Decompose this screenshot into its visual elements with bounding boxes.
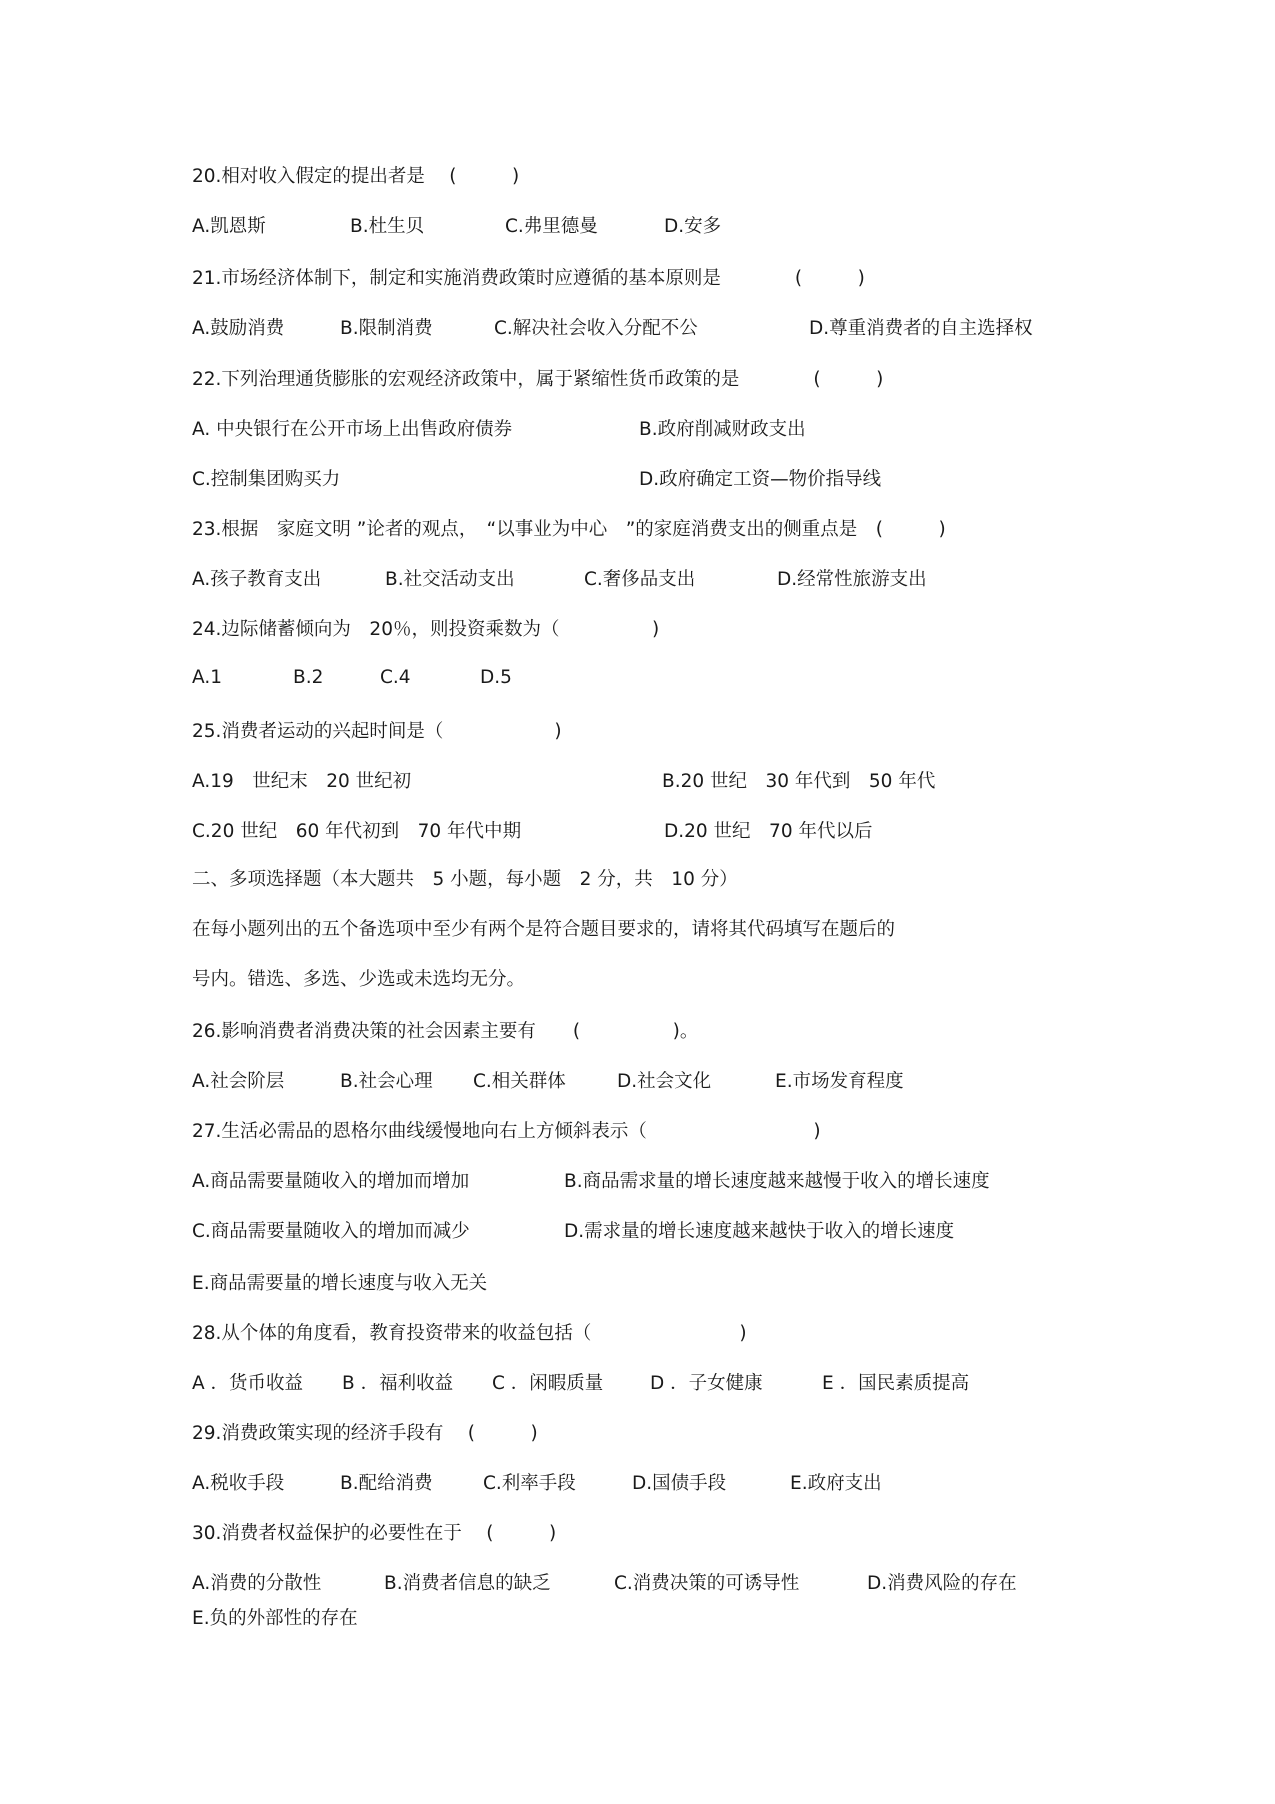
option-b: B.社交活动支出 (385, 569, 515, 590)
option-d: D.政府确定工资—物价指导线 (639, 469, 882, 490)
option-d: D.20 世纪 70 年代以后 (664, 821, 873, 842)
question-21-stem: 21.市场经济体制下，制定和实施消费政策时应遵循的基本原则是 ( ) (192, 268, 865, 289)
option-c: C.相关群体 (473, 1071, 566, 1092)
option-a: A.19 世纪末 20 世纪初 (192, 771, 412, 792)
option-c: C.20 世纪 60 年代初到 70 年代中期 (192, 821, 522, 842)
option-a: A ．货币收益 (192, 1373, 304, 1394)
option-a: A.1 (192, 667, 222, 688)
question-26-stem: 26.影响消费者消费决策的社会因素主要有 ( )。 (192, 1021, 699, 1042)
option-b: B.社会心理 (340, 1071, 433, 1092)
option-b: B.消费者信息的缺乏 (384, 1573, 551, 1594)
question-24-stem: 24.边际储蓄倾向为 20％，则投资乘数为（ ) (192, 619, 660, 640)
option-a: A.鼓励消费 (192, 318, 285, 339)
option-b: B.杜生贝 (350, 216, 425, 237)
option-e: E.政府支出 (790, 1473, 882, 1494)
option-a: A.孩子教育支出 (192, 569, 322, 590)
question-28-stem: 28.从个体的角度看，教育投资带来的收益包括（ ) (192, 1323, 747, 1344)
section-2-instruction-line1: 在每小题列出的五个备选项中至少有两个是符合题目要求的，请将其代码填写在题后的 (192, 919, 896, 940)
option-b: B.2 (293, 667, 324, 688)
section-2-title: 二、多项选择题（本大题共 5 小题，每小题 2 分，共 10 分） (192, 869, 738, 890)
option-d: D.需求量的增长速度越来越快于收入的增长速度 (564, 1221, 955, 1242)
question-30-stem: 30.消费者权益保护的必要性在于 ( ) (192, 1523, 557, 1544)
option-d: D.安多 (664, 216, 722, 237)
option-a: A.凯恩斯 (192, 216, 266, 237)
option-e: E.负的外部性的存在 (192, 1608, 358, 1629)
option-a: A.商品需要量随收入的增加而增加 (192, 1171, 470, 1192)
question-27-stem: 27.生活必需品的恩格尔曲线缓慢地向右上方倾斜表示（ ) (192, 1121, 821, 1142)
section-2-instruction-line2: 号内。错选、多选、少选或未选均无分。 (192, 969, 526, 990)
option-a: A.税收手段 (192, 1473, 285, 1494)
option-a: A.消费的分散性 (192, 1573, 322, 1594)
option-c: C.商品需要量随收入的增加而减少 (192, 1221, 470, 1242)
option-e: E ．国民素质提高 (822, 1373, 970, 1394)
option-e: E.商品需要量的增长速度与收入无关 (192, 1273, 488, 1294)
option-d: D.5 (480, 667, 512, 688)
option-d: D.尊重消费者的自主选择权 (809, 318, 1033, 339)
option-d: D.消费风险的存在 (867, 1573, 1017, 1594)
option-c: C.控制集团购买力 (192, 469, 341, 490)
option-c: C.4 (380, 667, 411, 688)
question-25-stem: 25.消费者运动的兴起时间是（ ) (192, 721, 562, 742)
option-c: C ．闲暇质量 (492, 1373, 604, 1394)
option-b: B.政府削减财政支出 (639, 419, 806, 440)
question-29-stem: 29.消费政策实现的经济手段有 ( ) (192, 1423, 538, 1444)
option-b: B.商品需求量的增长速度越来越慢于收入的增长速度 (564, 1171, 990, 1192)
option-b: B.配给消费 (340, 1473, 433, 1494)
option-b: B.限制消费 (340, 318, 433, 339)
option-c: C.利率手段 (483, 1473, 576, 1494)
option-d: D.社会文化 (617, 1071, 712, 1092)
option-c: C.消费决策的可诱导性 (614, 1573, 800, 1594)
question-22-stem: 22.下列治理通货膨胀的宏观经济政策中，属于紧缩性货币政策的是 ( ) (192, 369, 884, 390)
option-c: C.弗里德曼 (505, 216, 598, 237)
option-d: D.国债手段 (632, 1473, 727, 1494)
option-a: A. 中央银行在公开市场上出售政府债券 (192, 419, 513, 440)
question-23-stem: 23.根据 家庭文明 ”论者的观点， “以事业为中心 ”的家庭消费支出的侧重点是 ( ) (192, 519, 946, 540)
option-c: C.奢侈品支出 (584, 569, 696, 590)
option-d: D.经常性旅游支出 (777, 569, 927, 590)
question-20-stem: 20.相对收入假定的提出者是 ( ) (192, 166, 520, 187)
option-b: B.20 世纪 30 年代到 50 年代 (662, 771, 936, 792)
option-b: B ．福利收益 (342, 1373, 454, 1394)
option-a: A.社会阶层 (192, 1071, 285, 1092)
option-d: D ．子女健康 (650, 1373, 763, 1394)
option-e: E.市场发育程度 (775, 1071, 904, 1092)
option-c: C.解决社会收入分配不公 (494, 318, 698, 339)
